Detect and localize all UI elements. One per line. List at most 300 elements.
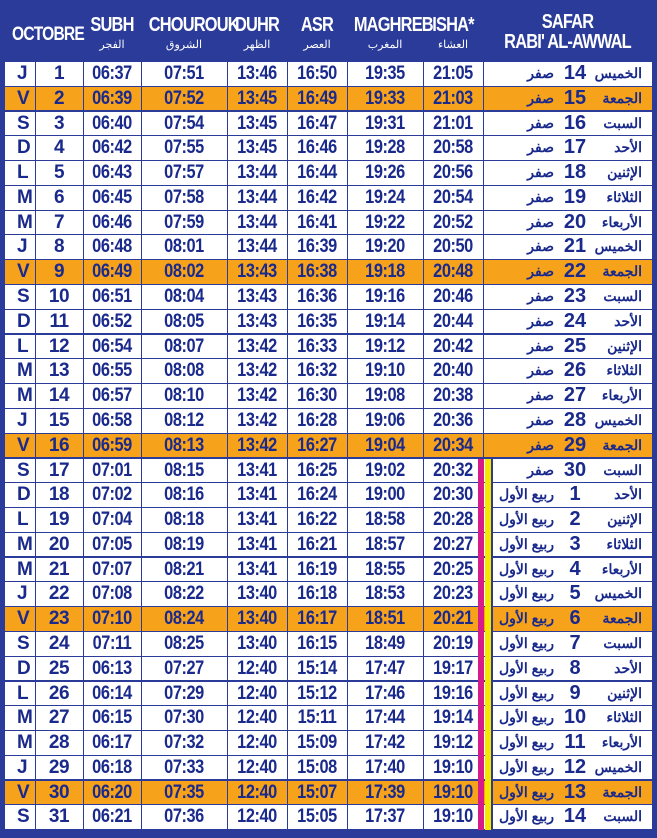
- day-number: 2: [53, 87, 65, 109]
- column-divider: [347, 335, 348, 359]
- column-divider: [347, 186, 348, 210]
- hijri-weekday: الخميس: [594, 65, 642, 81]
- subh-time: 06:40: [92, 112, 132, 134]
- column-divider: [83, 87, 84, 111]
- column-divider: [227, 285, 228, 309]
- column-divider: [347, 756, 348, 780]
- table-row: [5, 781, 652, 805]
- hijri-day: 11: [564, 731, 586, 754]
- hijri-date: [472, 409, 652, 433]
- column-divider: [347, 582, 348, 606]
- hijri-month: ربيع الأول: [498, 585, 554, 602]
- subh-time: 06:15: [92, 707, 132, 729]
- column-divider: [227, 682, 228, 706]
- hijri-month: ربيع الأول: [498, 511, 554, 528]
- hijri-day: 21: [563, 235, 587, 258]
- hijri-day: 23: [563, 285, 587, 308]
- column-divider: [227, 359, 228, 383]
- column-divider: [83, 409, 84, 433]
- maghreb-time: 19:24: [365, 186, 405, 208]
- day-number: 29: [48, 756, 70, 778]
- weekday-letter: J: [17, 583, 28, 605]
- asr-time: 16:50: [297, 63, 337, 84]
- column-divider: [227, 434, 228, 458]
- weekday-letter: V: [17, 434, 30, 456]
- hijri-month: ربيع الأول: [498, 709, 554, 726]
- hijri-weekday: الأربعاء: [601, 213, 642, 230]
- column-divider: [347, 359, 348, 383]
- column-divider: [287, 731, 288, 755]
- column-divider: [141, 756, 142, 780]
- maghreb-time: 19:28: [365, 137, 405, 159]
- duhr-time: 13:45: [237, 87, 277, 109]
- column-divider: [227, 161, 228, 185]
- column-divider: [423, 285, 424, 309]
- hijri-day: 1: [569, 483, 581, 506]
- column-divider: [423, 706, 424, 730]
- hijri-month: صفر: [527, 411, 554, 428]
- asr-time: 16:24: [297, 484, 337, 506]
- table-row: [5, 756, 652, 780]
- column-divider: [423, 682, 424, 706]
- column-divider: [83, 459, 84, 483]
- hijri-weekday: الأحد: [614, 312, 642, 329]
- chourouk-time: 07:33: [164, 756, 204, 778]
- subh-time: 06:13: [92, 657, 132, 679]
- column-divider: [141, 186, 142, 210]
- column-divider: [287, 87, 288, 111]
- maghreb-time: 19:31: [365, 112, 405, 134]
- column-divider: [423, 409, 424, 433]
- isha-time: 19:10: [433, 756, 473, 778]
- hijri-weekday: الثلاثاء: [606, 709, 642, 726]
- column-divider: [347, 706, 348, 730]
- hijri-weekday: الخميس: [594, 585, 642, 602]
- column-divider: [227, 459, 228, 483]
- subh-time: 06:49: [92, 261, 132, 283]
- header-hijri-line1: SAFAR: [541, 11, 594, 33]
- column-divider: [227, 657, 228, 681]
- header-asr: [287, 4, 347, 62]
- hijri-day: 2: [569, 508, 581, 531]
- subh-time: 06:42: [92, 137, 132, 159]
- asr-time: 15:07: [297, 781, 337, 803]
- chourouk-time: 07:30: [164, 707, 204, 729]
- isha-time: 20:52: [433, 211, 473, 233]
- column-divider: [287, 310, 288, 334]
- isha-time: 19:12: [433, 732, 473, 754]
- column-divider: [141, 359, 142, 383]
- chourouk-time: 08:02: [164, 261, 204, 283]
- column-divider: [227, 533, 228, 557]
- hijri-weekday: الأحد: [614, 486, 642, 503]
- column-divider: [141, 235, 142, 259]
- column-divider: [227, 260, 228, 284]
- column-divider: [141, 310, 142, 334]
- header-maghreb-arabic: المغرب: [367, 39, 403, 51]
- column-divider: [287, 607, 288, 631]
- hijri-date: [472, 161, 652, 185]
- column-divider: [423, 235, 424, 259]
- column-divider: [83, 112, 84, 136]
- column-divider: [287, 211, 288, 235]
- duhr-time: 13:43: [237, 286, 277, 308]
- day-number: 19: [48, 509, 70, 531]
- hijri-weekday: الأربعاء: [601, 387, 642, 404]
- asr-time: 16:22: [297, 509, 337, 531]
- column-divider: [141, 533, 142, 557]
- weekday-letter: V: [17, 261, 30, 283]
- column-divider: [227, 582, 228, 606]
- column-divider: [347, 310, 348, 334]
- column-divider: [287, 359, 288, 383]
- column-divider: [423, 161, 424, 185]
- column-divider: [141, 632, 142, 656]
- duhr-time: 13:45: [237, 112, 277, 134]
- subh-time: 06:18: [92, 756, 132, 778]
- hijri-date: [472, 756, 652, 780]
- column-divider: [141, 285, 142, 309]
- duhr-time: 12:40: [237, 781, 277, 803]
- maghreb-time: 19:26: [365, 162, 405, 184]
- column-divider: [347, 211, 348, 235]
- hijri-date: [472, 483, 652, 507]
- duhr-time: 13:41: [237, 459, 277, 481]
- hijri-day: 7: [569, 631, 581, 654]
- column-divider: [141, 731, 142, 755]
- subh-time: 07:01: [92, 459, 132, 481]
- day-number: 14: [48, 385, 70, 407]
- table-row: [5, 682, 652, 706]
- weekday-letter: S: [17, 112, 30, 134]
- maghreb-time: 18:57: [365, 533, 405, 555]
- hijri-date: [472, 434, 652, 458]
- weekday-letter: M: [17, 707, 33, 729]
- maghreb-time: 17:44: [365, 707, 405, 729]
- day-number: 15: [48, 409, 70, 431]
- table-row: [5, 459, 652, 483]
- asr-time: 16:25: [297, 459, 337, 481]
- day-number: 31: [48, 806, 70, 828]
- hijri-date: [472, 805, 652, 829]
- asr-time: 16:30: [297, 385, 337, 407]
- hijri-month: ربيع الأول: [498, 808, 554, 825]
- maghreb-time: 19:00: [365, 484, 405, 506]
- weekday-letter: M: [17, 385, 33, 407]
- column-divider: [83, 235, 84, 259]
- column-divider: [227, 112, 228, 136]
- hijri-weekday: الجمعة: [602, 89, 642, 106]
- maghreb-time: 19:02: [365, 459, 405, 481]
- column-divider: [347, 731, 348, 755]
- day-number: 22: [48, 583, 70, 605]
- subh-time: 06:54: [92, 335, 132, 357]
- duhr-time: 13:40: [237, 608, 277, 630]
- hijri-day: 24: [563, 309, 587, 332]
- chourouk-time: 07:59: [164, 211, 204, 233]
- hijri-day: 19: [563, 185, 587, 208]
- chourouk-time: 08:01: [164, 236, 204, 258]
- maghreb-time: 19:20: [365, 236, 405, 258]
- chourouk-time: 07:27: [164, 657, 204, 679]
- hijri-weekday: الخميس: [594, 238, 642, 255]
- table-row: [5, 508, 652, 532]
- maghreb-time: 17:46: [365, 682, 405, 704]
- column-divider: [227, 508, 228, 532]
- duhr-time: 13:41: [237, 509, 277, 531]
- subh-time: 06:51: [92, 286, 132, 308]
- hijri-date: [472, 310, 652, 334]
- day-number: 25: [48, 657, 70, 679]
- duhr-time: 12:40: [237, 682, 277, 704]
- header-asr-arabic: العصر: [303, 39, 331, 51]
- hijri-date: [472, 384, 652, 408]
- maghreb-time: 18:58: [365, 509, 405, 531]
- asr-time: 16:32: [297, 360, 337, 382]
- hijri-weekday: الإثنين: [607, 684, 642, 701]
- column-divider: [141, 558, 142, 582]
- subh-time: 06:39: [92, 87, 132, 109]
- asr-time: 15:11: [297, 707, 337, 729]
- isha-time: 20:40: [433, 360, 473, 382]
- isha-time: 20:42: [433, 335, 473, 357]
- header-asr-label: ASR: [300, 14, 334, 36]
- day-number: 20: [48, 533, 70, 555]
- asr-time: 16:41: [297, 211, 337, 233]
- hijri-date: [472, 706, 652, 730]
- hijri-date: [472, 87, 652, 111]
- hijri-weekday: الخميس: [594, 411, 642, 428]
- hijri-date: [472, 682, 652, 706]
- chourouk-time: 08:08: [164, 360, 204, 382]
- hijri-day: 22: [563, 260, 587, 283]
- day-number: 9: [53, 261, 65, 283]
- chourouk-time: 07:36: [164, 806, 204, 828]
- column-divider: [83, 657, 84, 681]
- maghreb-time: 19:06: [365, 409, 405, 431]
- asr-time: 16:35: [297, 310, 337, 332]
- column-divider: [423, 731, 424, 755]
- column-divider: [141, 459, 142, 483]
- isha-time: 19:14: [433, 707, 473, 729]
- hijri-day: 26: [563, 359, 587, 382]
- day-number: 6: [53, 186, 65, 208]
- prayer-times-table: [5, 62, 652, 830]
- asr-time: 16:18: [297, 583, 337, 605]
- chourouk-time: 07:58: [164, 186, 204, 208]
- weekday-letter: L: [17, 162, 29, 184]
- column-divider: [141, 87, 142, 111]
- hijri-day: 13: [563, 780, 587, 803]
- column-divider: [227, 756, 228, 780]
- hijri-date: [472, 112, 652, 136]
- chourouk-time: 07:51: [164, 63, 204, 84]
- duhr-time: 12:40: [237, 732, 277, 754]
- column-divider: [83, 434, 84, 458]
- column-divider: [141, 335, 142, 359]
- maghreb-time: 17:42: [365, 732, 405, 754]
- table-row: [5, 186, 652, 210]
- day-number: 26: [48, 682, 70, 704]
- hijri-day: 10: [563, 706, 587, 729]
- isha-time: 20:50: [433, 236, 473, 258]
- weekday-letter: L: [17, 682, 29, 704]
- asr-time: 16:36: [297, 286, 337, 308]
- maghreb-time: 18:49: [365, 632, 405, 654]
- column-divider: [227, 87, 228, 111]
- hijri-month: صفر: [527, 65, 554, 81]
- hijri-day: 25: [563, 334, 587, 357]
- weekday-letter: L: [17, 509, 29, 531]
- hijri-date: [472, 211, 652, 235]
- table-row: [5, 632, 652, 656]
- asr-time: 16:46: [297, 137, 337, 159]
- column-divider: [227, 310, 228, 334]
- header-duhr: [227, 4, 287, 62]
- column-divider: [227, 211, 228, 235]
- hijri-month: صفر: [527, 312, 554, 329]
- column-divider: [347, 657, 348, 681]
- day-number: 3: [53, 112, 65, 134]
- column-divider: [141, 706, 142, 730]
- hijri-month: ربيع الأول: [498, 783, 554, 800]
- column-divider: [287, 706, 288, 730]
- column-divider: [227, 483, 228, 507]
- column-divider: [347, 533, 348, 557]
- hijri-month: صفر: [527, 188, 554, 205]
- column-divider: [227, 235, 228, 259]
- hijri-day: 29: [563, 433, 587, 456]
- header-maghreb-label: MAGHREB: [353, 14, 433, 36]
- hijri-weekday: الخميس: [594, 758, 642, 775]
- day-number: 1: [53, 63, 65, 84]
- column-divider: [83, 335, 84, 359]
- duhr-time: 13:45: [237, 137, 277, 159]
- day-number: 30: [48, 781, 70, 803]
- subh-time: 06:17: [92, 732, 132, 754]
- column-divider: [83, 483, 84, 507]
- column-divider: [287, 805, 288, 829]
- column-divider: [227, 731, 228, 755]
- hijri-date: [472, 285, 652, 309]
- column-divider: [423, 112, 424, 136]
- column-divider: [287, 756, 288, 780]
- hijri-weekday: الجمعة: [602, 783, 642, 800]
- header-chourouk-arabic: الشروق: [165, 39, 203, 51]
- duhr-time: 13:41: [237, 533, 277, 555]
- maghreb-time: 18:51: [365, 608, 405, 630]
- day-number: 8: [53, 236, 65, 258]
- weekday-letter: J: [17, 756, 28, 778]
- subh-time: 06:55: [92, 360, 132, 382]
- column-divider: [423, 310, 424, 334]
- column-divider: [141, 508, 142, 532]
- chourouk-time: 08:21: [164, 558, 204, 580]
- chourouk-time: 07:55: [164, 137, 204, 159]
- duhr-time: 12:40: [237, 806, 277, 828]
- column-divider: [423, 335, 424, 359]
- hijri-weekday: الإثنين: [607, 337, 642, 354]
- table-row: [5, 87, 652, 111]
- column-divider: [423, 62, 424, 86]
- hijri-day: 14: [563, 805, 587, 828]
- asr-time: 16:21: [297, 533, 337, 555]
- duhr-time: 13:42: [237, 434, 277, 456]
- column-divider: [287, 136, 288, 160]
- column-divider: [287, 682, 288, 706]
- day-number: 4: [53, 137, 65, 159]
- table-row: [5, 310, 652, 334]
- table-row: [5, 136, 652, 160]
- column-divider: [141, 409, 142, 433]
- table-header: [5, 4, 652, 62]
- duhr-time: 13:42: [237, 360, 277, 382]
- hijri-date: [472, 533, 652, 557]
- column-divider: [141, 211, 142, 235]
- hijri-date: [472, 632, 652, 656]
- column-divider: [347, 409, 348, 433]
- asr-time: 15:08: [297, 756, 337, 778]
- hijri-day: 14: [563, 62, 587, 84]
- chourouk-time: 08:12: [164, 409, 204, 431]
- column-divider: [287, 161, 288, 185]
- maghreb-time: 19:33: [365, 87, 405, 109]
- hijri-month: ربيع الأول: [498, 560, 554, 577]
- column-divider: [347, 136, 348, 160]
- day-number: 13: [48, 360, 70, 382]
- maghreb-time: 17:37: [365, 806, 405, 828]
- hijri-month: صفر: [527, 387, 554, 404]
- subh-time: 07:08: [92, 583, 132, 605]
- duhr-time: 13:42: [237, 409, 277, 431]
- column-divider: [83, 359, 84, 383]
- column-divider: [141, 260, 142, 284]
- column-divider: [347, 607, 348, 631]
- column-divider: [423, 186, 424, 210]
- column-divider: [83, 756, 84, 780]
- asr-time: 15:09: [297, 732, 337, 754]
- table-row: [5, 607, 652, 631]
- hijri-date: [472, 781, 652, 805]
- maghreb-time: 17:39: [365, 781, 405, 803]
- table-row: [5, 260, 652, 284]
- hijri-date: [472, 235, 652, 259]
- hijri-weekday: الجمعة: [602, 610, 642, 627]
- table-row: [5, 533, 652, 557]
- column-divider: [227, 384, 228, 408]
- day-number: 5: [53, 162, 65, 184]
- header-month-label: OCTOBRE: [12, 24, 84, 45]
- chourouk-time: 08:19: [164, 533, 204, 555]
- hijri-month: صفر: [527, 436, 554, 453]
- chourouk-time: 07:32: [164, 732, 204, 754]
- weekday-letter: M: [17, 732, 33, 754]
- table-row: [5, 62, 652, 86]
- column-divider: [141, 384, 142, 408]
- day-number: 12: [48, 335, 70, 357]
- duhr-time: 13:42: [237, 385, 277, 407]
- hijri-date: [472, 260, 652, 284]
- column-divider: [83, 310, 84, 334]
- day-number: 17: [48, 459, 70, 481]
- hijri-date: [472, 335, 652, 359]
- chourouk-time: 08:24: [164, 608, 204, 630]
- column-divider: [141, 682, 142, 706]
- subh-time: 07:11: [92, 632, 132, 654]
- hijri-date: [472, 582, 652, 606]
- hijri-month: صفر: [527, 461, 554, 478]
- chourouk-time: 08:07: [164, 335, 204, 357]
